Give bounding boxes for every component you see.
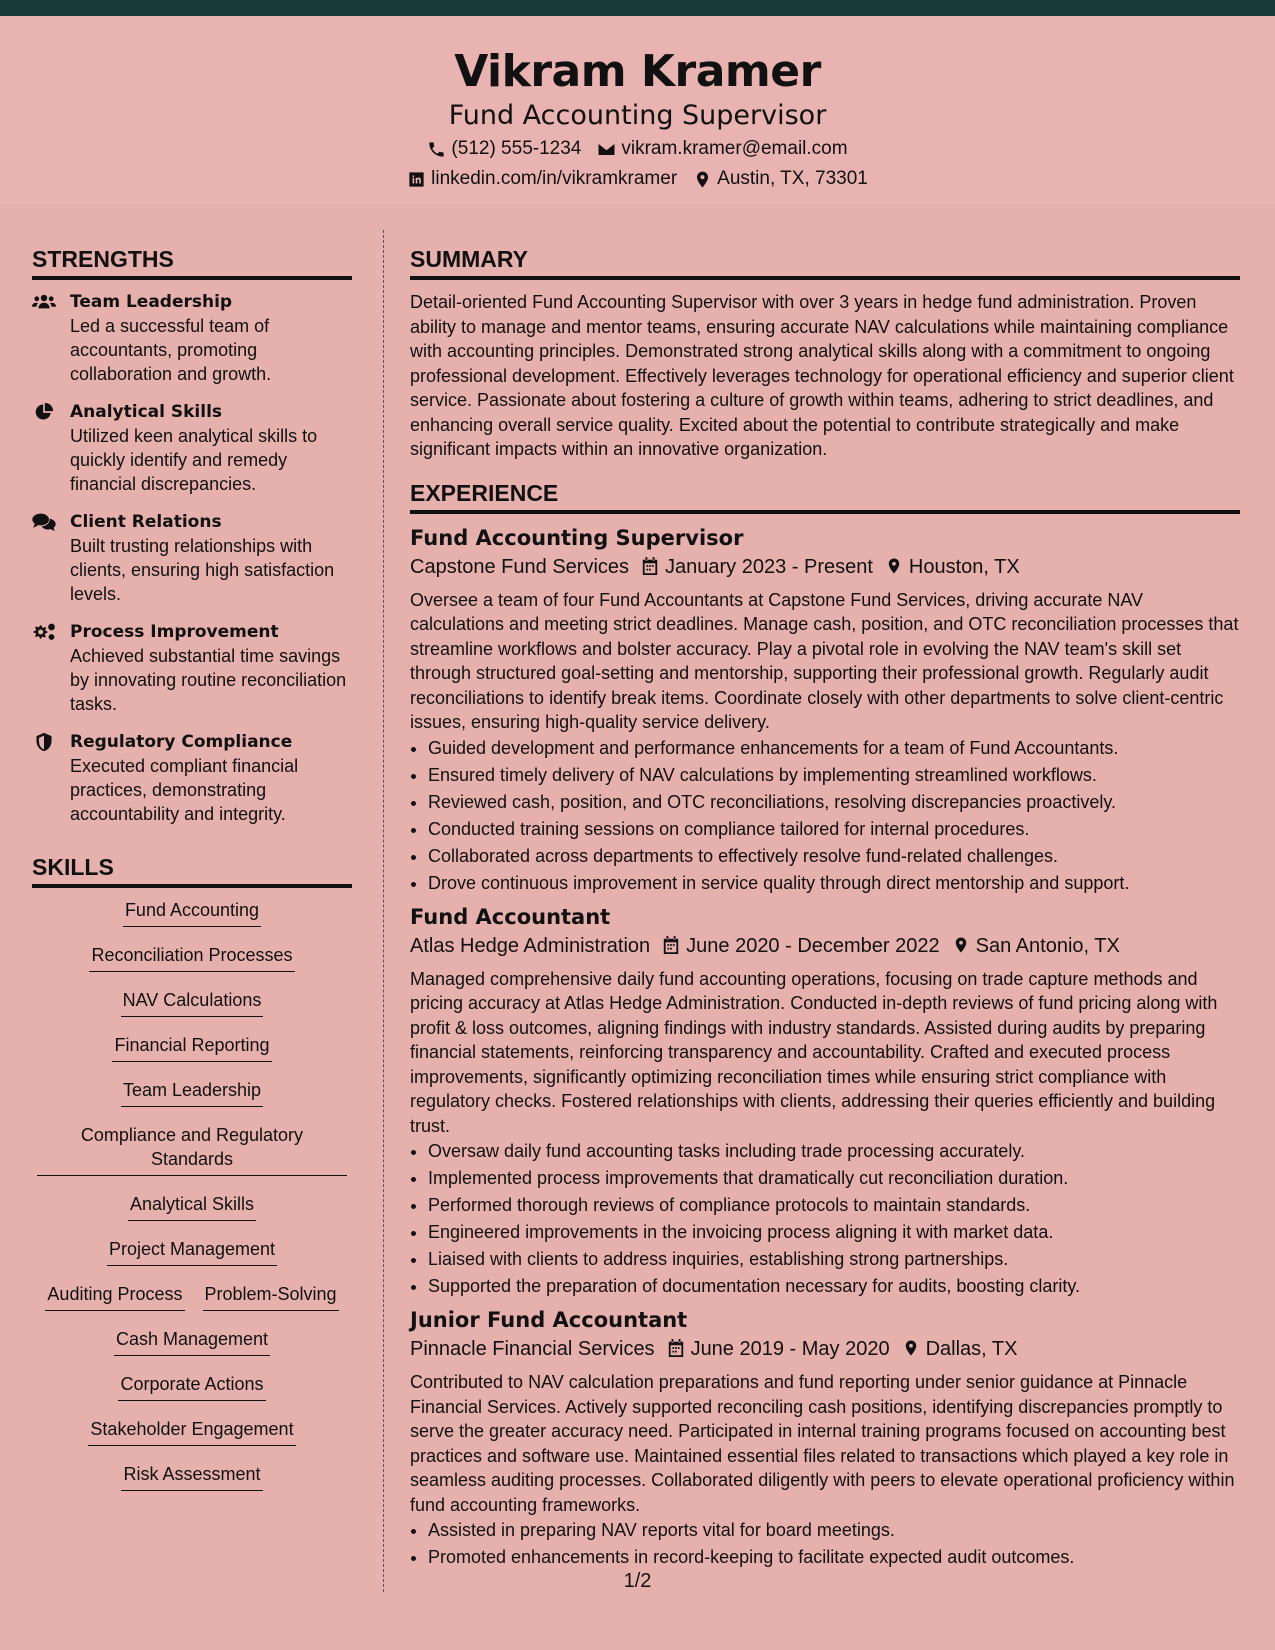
candidate-name: Vikram Kramer — [454, 46, 821, 97]
strength-title: Regulatory Compliance — [70, 732, 293, 752]
job-title: Fund Accountant — [410, 904, 611, 929]
job-dates: June 2020 - December 2022 — [686, 934, 940, 957]
strength-desc: Executed compliant financial practices, demonstrating accountability and integrity. — [70, 756, 299, 824]
job-meta — [410, 552, 1240, 582]
strength-title: Process Improvement — [70, 622, 279, 642]
job-description: Oversee a team of four Fund Accountants at Capstone Fund Services, driving accurate NAV calculations and meeting strict deadlines. Manage cash, position, and OTC reconciliation processes that streamline workflows and bolster accuracy. Play a pivotal role in evolving the NAV team's skill set through structured goal-setting and mentorship, supporting their professional growth. Regularly audit reconciliations to identify break items. Coordinate closely with other departments to solve client-centric issues, ensuring high-quality service delivery. — [410, 589, 1239, 732]
skill-tag: Project Management — [107, 1237, 277, 1266]
list-item: • Drove continuous improvement in service quality through direct mentorship and support. — [428, 870, 1240, 897]
job-bullets — [410, 735, 1240, 897]
calendar-icon — [641, 556, 659, 576]
job-location: Houston, TX — [908, 555, 1020, 578]
map-marker-icon — [885, 556, 903, 576]
experience-heading: EXPERIENCE — [410, 478, 1240, 514]
linkedin-contact[interactable] — [407, 164, 677, 194]
job-title: Fund Accounting Supervisor — [410, 525, 744, 550]
list-item: • Reviewed cash, position, and OTC reconciliations, resolving discrepancies proactively. — [428, 789, 1240, 816]
phone-contact — [427, 134, 581, 164]
calendar-icon — [662, 935, 680, 955]
list-item: • Promoted enhancements in record-keeping to facilitate expected audit outcomes. — [428, 1544, 1240, 1571]
map-marker-icon — [902, 1338, 920, 1358]
skill-tag: Analytical Skills — [128, 1192, 256, 1221]
list-item: • Supported the preparation of documentation necessary for audits, boosting clarity. — [428, 1273, 1240, 1300]
skill-tag: Compliance and Regulatory Standards — [37, 1123, 347, 1176]
contact-row-2 — [0, 164, 1275, 194]
map-marker-icon — [693, 170, 712, 189]
skill-tag: Stakeholder Engagement — [88, 1417, 295, 1446]
resume-header — [0, 16, 1275, 204]
skill-tag: Cash Management — [114, 1327, 270, 1356]
comments-icon — [32, 512, 56, 532]
job-company: Pinnacle Financial Services — [410, 1338, 655, 1360]
strength-title: Analytical Skills — [70, 402, 223, 422]
strength-desc: Led a successful team of accountants, promoting collaboration and growth. — [70, 316, 272, 384]
page-number: 1/2 — [623, 1570, 652, 1592]
strengths-heading: STRENGTHS — [32, 244, 352, 280]
strength-desc: Achieved substantial time savings by innovating routine reconciliation tasks. — [70, 646, 347, 714]
skills-list — [32, 898, 352, 1491]
list-item: • Liaised with clients to address inquiries, establishing strong partnerships. — [428, 1246, 1240, 1273]
list-item: • Guided development and performance enhancements for a team of Fund Accountants. — [428, 735, 1240, 762]
skill-tag: Fund Accounting — [123, 898, 261, 927]
job-entry — [410, 524, 1240, 897]
column-divider — [383, 230, 384, 1592]
skill-tag: Risk Assessment — [121, 1462, 262, 1491]
shield-icon — [32, 732, 56, 752]
phone-text: (512) 555-1234 — [451, 138, 582, 159]
skill-tag: Corporate Actions — [118, 1372, 265, 1401]
summary-text: Detail-oriented Fund Accounting Supervisor with over 3 years in hedge fund administration. Proven ability to manage and mentor teams, ensuring accurate NAV calculations while maintaining compliance with accounting principles. Demonstrated strong analytical skills along with a commitment to ongoing professional development. Effectively leverages technology for operational efficiency and superior client service. Passionate about fostering a culture of growth within teams, adhering to strict deadlines, and enhancing overall service quality. Excited about the potential to contribute strategically and make significant impacts within an innovative organization. — [410, 292, 1234, 459]
list-item: • Collaborated across departments to effectively resolve fund-related challenges. — [428, 843, 1240, 870]
skill-tag: Team Leadership — [121, 1078, 263, 1107]
job-dates: January 2023 - Present — [665, 555, 873, 578]
strength-item — [32, 290, 352, 386]
strength-title: Team Leadership — [70, 292, 233, 312]
linkedin-text: linkedin.com/in/vikramkramer — [431, 168, 678, 189]
location-text: Austin, TX, 73301 — [717, 168, 868, 189]
list-item: • Engineered improvements in the invoicing process aligning it with market data. — [428, 1219, 1240, 1246]
calendar-icon — [667, 1338, 685, 1358]
strength-item — [32, 620, 352, 716]
top-accent-bar — [0, 0, 1275, 16]
strength-title: Client Relations — [70, 512, 222, 532]
strength-item — [32, 510, 352, 606]
list-item: • Performed thorough reviews of compliance protocols to maintain standards. — [428, 1192, 1240, 1219]
map-marker-icon — [952, 935, 970, 955]
contact-row-1 — [0, 134, 1275, 164]
pie-chart-icon — [32, 402, 56, 422]
job-bullets — [410, 1517, 1240, 1571]
job-meta — [410, 1334, 1240, 1364]
phone-icon — [427, 140, 446, 159]
job-dates: June 2019 - May 2020 — [690, 1338, 890, 1360]
strength-item — [32, 730, 352, 826]
skill-tag: Problem-Solving — [203, 1282, 339, 1311]
list-item: • Ensured timely delivery of NAV calculations by implementing streamlined workflows. — [428, 762, 1240, 789]
right-column — [410, 244, 1240, 1577]
skill-tag: Reconciliation Processes — [89, 943, 294, 972]
job-description: Managed comprehensive daily fund accounting operations, focusing on trade capture methods and pricing accuracy at Atlas Hedge Administration. Conducted in-depth reviews of fund pricing along with profit & loss outcomes, aligning findings with industry standards. Assisted during audits by preparing financial statements, reinforcing transparency and accountability. Crafted and executed process improvements, significantly optimizing reconciliation times while ensuring strict compliance with regulatory checks. Fostered relationships with clients, addressing their queries efficiently and building trust. — [410, 968, 1218, 1136]
job-title: Junior Fund Accountant — [410, 1308, 688, 1332]
strength-desc: Built trusting relationships with clients, ensuring high satisfaction levels. — [70, 536, 335, 604]
skill-tag: Auditing Process — [45, 1282, 184, 1311]
users-icon — [32, 292, 56, 312]
skills-heading: SKILLS — [32, 852, 352, 888]
job-company: Capstone Fund Services — [410, 555, 630, 578]
cogs-icon — [32, 622, 56, 642]
job-bullets — [410, 1138, 1240, 1300]
left-column — [32, 244, 352, 1507]
list-item: • Conducted training sessions on compliance tailored for internal procedures. — [428, 816, 1240, 843]
job-location: Dallas, TX — [925, 1338, 1018, 1360]
location-contact — [693, 164, 868, 194]
email-contact[interactable] — [597, 134, 847, 164]
job-location: San Antonio, TX — [975, 934, 1120, 957]
email-text: vikram.kramer@email.com — [621, 138, 848, 159]
job-entry — [410, 903, 1240, 1301]
envelope-icon — [597, 140, 616, 159]
job-entry — [410, 1306, 1240, 1571]
linkedin-icon — [407, 170, 426, 189]
job-company: Atlas Hedge Administration — [410, 934, 651, 957]
list-item: • Oversaw daily fund accounting tasks including trade processing accurately. — [428, 1138, 1240, 1165]
strength-item — [32, 400, 352, 496]
job-description: Contributed to NAV calculation preparations and fund reporting under senior guidance at Pinnacle Financial Services. Actively supported reconciling cash positions, identifying discrepancies promptly to serve the greater accuracy need. Participated in internal training programs focused on accounting best practices and software use. Maintained essential files related to transactions which played a key role in seamless auditing processes. Collaborated diligently with peers to elevate operational proficiency within fund accounting frameworks. — [410, 1372, 1235, 1515]
strength-desc: Utilized keen analytical skills to quickly identify and remedy financial discrepancies. — [70, 426, 318, 494]
list-item: • Assisted in preparing NAV reports vital for board meetings. — [428, 1517, 1240, 1544]
skill-tag: NAV Calculations — [121, 988, 264, 1017]
candidate-title: Fund Accounting Supervisor — [448, 100, 827, 131]
skill-tag: Financial Reporting — [112, 1033, 271, 1062]
summary-heading: SUMMARY — [410, 244, 1240, 280]
job-meta — [410, 931, 1240, 961]
list-item: • Implemented process improvements that dramatically cut reconciliation duration. — [428, 1165, 1240, 1192]
